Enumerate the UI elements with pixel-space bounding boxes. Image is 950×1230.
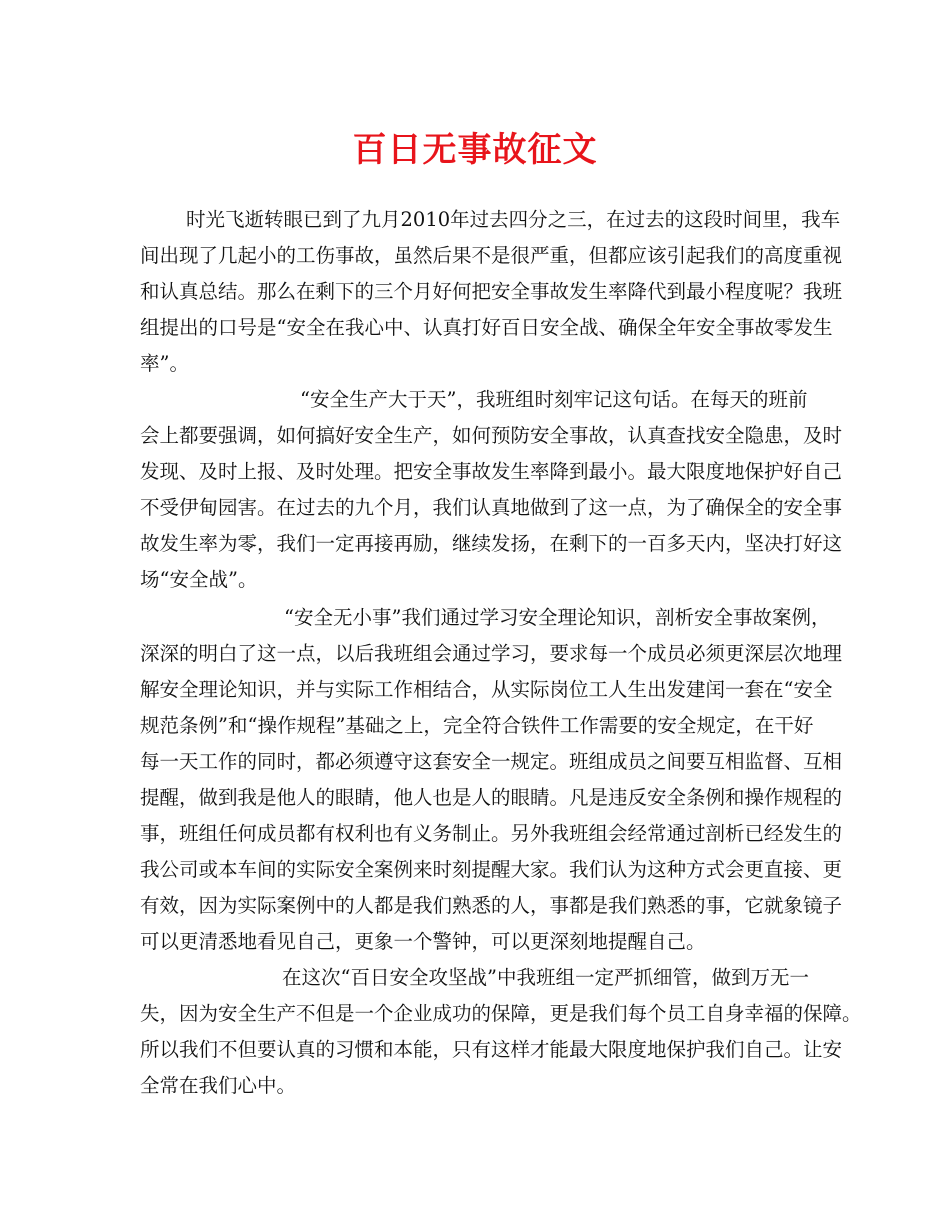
body-line: 不受伊甸园害。在过去的九个月，我们认真地做到了这一点，为了确保全的安全事 bbox=[140, 496, 843, 519]
body-line: 深深的明白了这一点，以后我班组会通过学习，要求每一个成员必须更深层次地理 bbox=[140, 642, 843, 665]
body-line: 率”。 bbox=[140, 352, 189, 375]
body-line: 规范条例”和“操作规程”基础之上，完全符合铁件工作需要的安全规定，在干好 bbox=[140, 714, 814, 737]
body-line: 可以更清悉地看见自己，更象一个警钟，可以更深刻地提醒自己。 bbox=[140, 930, 706, 953]
body-line: 失，因为安全生产不但是一个企业成功的保障，更是我们每个员工自身幸福的保障。 bbox=[140, 1002, 862, 1025]
body-line: “安全无小事”我们通过学习安全理论知识，剖析安全事故案例， bbox=[284, 606, 831, 629]
body-line: 全常在我们心中。 bbox=[140, 1074, 297, 1097]
body-line: 解安全理论知识，并与实际工作相结合，从实际岗位工人生出发建闰一套在“安全 bbox=[140, 678, 833, 701]
body-line: 每一天工作的同时，都必须遵守这套安全一规定。班组成员之间要互相监督、互相 bbox=[140, 750, 843, 773]
body-line: 和认真总结。那么在剩下的三个月好何把安全事故发生率降代到最小程度呢？我班 bbox=[140, 280, 843, 303]
body-line: 场“安全战”。 bbox=[140, 568, 258, 591]
body-line: 会上都要强调，如何搞好安全生产，如何预防安全事故，认真查找安全隐患，及时 bbox=[140, 424, 843, 447]
body-line: 在这次“百日安全攻坚战”中我班组一定严抓细管，做到万无一 bbox=[282, 966, 809, 989]
body-line: 间出现了几起小的工伤事故，虽然后果不是很严重，但都应该引起我们的高度重视 bbox=[140, 244, 843, 267]
document-title: 百日无事故征文 bbox=[352, 130, 598, 170]
body-line: 故发生率为零，我们一定再接再励，继续发扬，在剩下的一百多天内，坚决打好这 bbox=[140, 532, 843, 555]
body-line: 提醒，做到我是他人的眼睛，他人也是人的眼睛。凡是违反安全条例和操作规程的 bbox=[140, 786, 843, 809]
body-line: 所以我们不但要认真的习惯和本能，只有这样才能最大限度地保护我们自己。让安 bbox=[140, 1038, 843, 1061]
body-line: 组提出的口号是“安全在我心中、认真打好百日安全战、确保全年安全事故零发生 bbox=[140, 316, 833, 339]
body-line: 有效，因为实际案例中的人都是我们熟悉的人，事都是我们熟悉的事，它就象镜子 bbox=[140, 894, 843, 917]
body-line: 我公司或本车间的实际安全案例来时刻提醒大家。我们认为这种方式会更直接、更 bbox=[140, 858, 843, 881]
body-line: “安全生产大于天”，我班组时刻牢记这句话。在每天的班前 bbox=[300, 388, 808, 411]
body-line: 时光飞逝转眼已到了九月2010年过去四分之三，在过去的这段时间里，我车 bbox=[186, 208, 841, 231]
body-line: 事，班组任何成员都有权利也有义务制止。另外我班组会经常通过剖析已经发生的 bbox=[140, 822, 843, 845]
body-line: 发现、及时上报、及时处理。把安全事故发生率降到最小。最大限度地保护好自己 bbox=[140, 460, 843, 483]
